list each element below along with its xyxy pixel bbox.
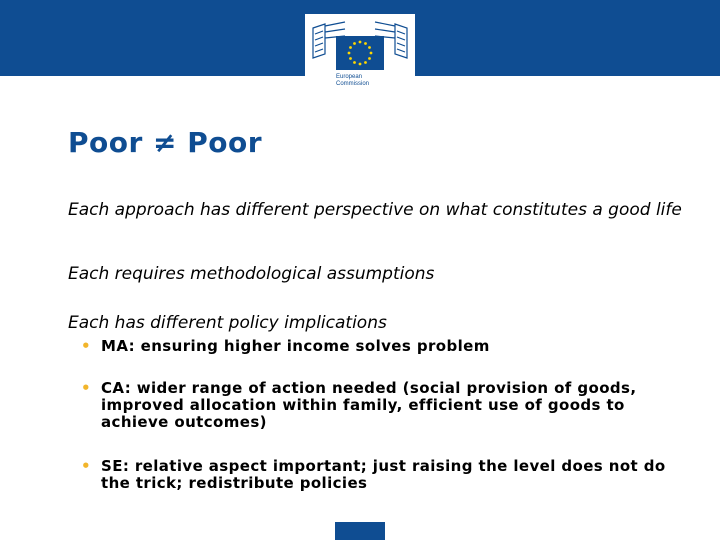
- bullet-item-ma: [81, 337, 691, 355]
- bullet-item-se: [81, 457, 691, 492]
- paragraph-approach: Each approach has different perspective on what constitutes a good life: [68, 200, 682, 220]
- slide-title: Poor ≠ Poor: [68, 126, 263, 159]
- logo-card: [305, 14, 415, 100]
- logo-line1: European: [336, 74, 363, 80]
- paragraph-assumptions: Each requires methodological assumptions: [68, 264, 435, 284]
- bullet-text-se: SE: relative aspect important; just raising the level does not do the trick; redistribute policies: [101, 457, 666, 492]
- logo-line2: Commission: [336, 81, 370, 87]
- bullet-text-ma: MA: ensuring higher income solves problem: [101, 337, 490, 355]
- footer-flag: [335, 522, 385, 540]
- paragraph-policy: Each has different policy implications: [68, 313, 387, 333]
- bullet-dot-icon: •: [81, 379, 91, 397]
- bullet-item-ca: [81, 379, 691, 431]
- bullet-text-ca: CA: wider range of action needed (social provision of goods, improved allocation within family, efficient use of goods to achieve outcomes): [101, 379, 637, 431]
- bullet-dot-icon: •: [81, 337, 91, 355]
- bullet-dot-icon: •: [81, 457, 91, 475]
- logo-text: [336, 74, 406, 88]
